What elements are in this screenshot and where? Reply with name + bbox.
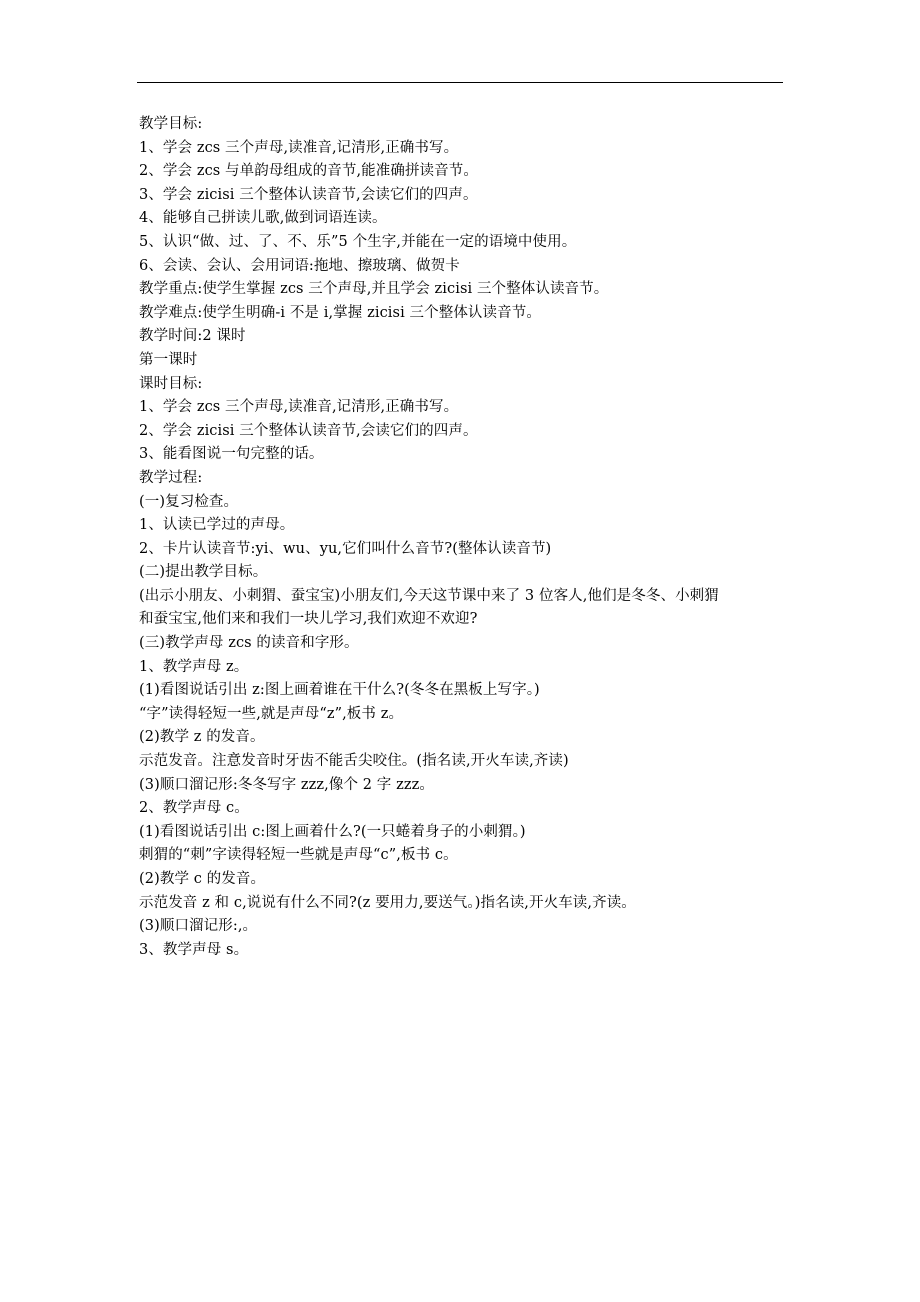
header-rule	[137, 82, 783, 83]
section-heading-lesson-objectives: 课时目标:	[139, 375, 203, 392]
process-line: (3)顺口溜记形:,。	[139, 918, 258, 935]
process-line: 1、教学声母 z。	[139, 658, 249, 675]
process-line: 刺猬的“刺”字读得轻短一些就是声母“c”,板书 c。	[139, 847, 458, 864]
process-step: (三)教学声母 zcs 的读音和字形。	[139, 635, 359, 652]
process-line: (3)顺口溜记形:冬冬写字 zzz,像个 2 字 zzz。	[139, 776, 434, 793]
process-line: “字”读得轻短一些,就是声母“z”,板书 z。	[139, 705, 404, 722]
process-line: (1)看图说话引出 z:图上画着谁在干什么?(冬冬在黑板上写字。)	[139, 682, 540, 699]
process-step: (一)复习检查。	[139, 493, 239, 510]
process-line: (出示小朋友、小刺猬、蚕宝宝)小朋友们,今天这节课中来了 3 位客人,他们是冬冬、小刺猬	[139, 587, 719, 604]
section-heading-objectives: 教学目标:	[139, 116, 203, 132]
lesson-objective-item: 3、能看图说一句完整的话。	[139, 446, 324, 463]
process-line: 和蚕宝宝,他们来和我们一块儿学习,我们欢迎不欢迎?	[139, 611, 478, 628]
objective-item: 1、学会 zcs 三个声母,读准音,记清形,正确书写。	[139, 139, 459, 156]
objective-item: 2、学会 zcs 与单韵母组成的音节,能准确拼读音节。	[139, 163, 478, 180]
document-body	[139, 113, 789, 962]
process-line: 示范发音 z 和 c,说说有什么不同?(z 要用力,要送气。)指名读,开火车读,齐读。	[139, 894, 636, 911]
objective-item: 6、会读、会认、会用词语:拖地、擦玻璃、做贺卡	[139, 257, 460, 274]
process-line: (2)教学 z 的发音。	[139, 729, 265, 746]
lesson-objective-item: 2、学会 zicisi 三个整体认读音节,会读它们的四声。	[139, 422, 478, 439]
objective-item: 3、学会 zicisi 三个整体认读音节,会读它们的四声。	[139, 186, 478, 203]
process-step: (二)提出教学目标。	[139, 564, 268, 581]
lesson-heading: 第一课时	[139, 351, 198, 368]
key-point: 教学重点:使学生掌握 zcs 三个声母,并且学会 zicisi 三个整体认读音节。	[139, 281, 609, 298]
difficult-point: 教学难点:使学生明确-i 不是 i,掌握 zicisi 三个整体认读音节。	[139, 304, 541, 321]
process-line: (2)教学 c 的发音。	[139, 871, 266, 887]
objective-item: 4、能够自己拼读儿歌,做到词语连读。	[139, 210, 387, 227]
process-line: 示范发音。注意发音时牙齿不能舌尖咬住。(指名读,开火车读,齐读)	[139, 753, 569, 770]
objective-item: 5、认识“做、过、了、不、乐”5 个生字,并能在一定的语境中使用。	[139, 233, 577, 250]
process-line: (1)看图说话引出 c:图上画着什么?(一只蜷着身子的小刺猬。)	[139, 823, 526, 840]
process-line: 2、卡片认读音节:yi、wu、yu,它们叫什么音节?(整体认读音节)	[139, 540, 552, 557]
lesson-objective-item: 1、学会 zcs 三个声母,读准音,记清形,正确书写。	[139, 399, 459, 416]
process-line: 1、认读已学过的声母。	[139, 517, 295, 534]
section-heading-process: 教学过程:	[139, 469, 203, 486]
teaching-time: 教学时间:2 课时	[139, 328, 246, 345]
process-line: 2、教学声母 c。	[139, 800, 249, 817]
process-line: 3、教学声母 s。	[139, 941, 249, 958]
